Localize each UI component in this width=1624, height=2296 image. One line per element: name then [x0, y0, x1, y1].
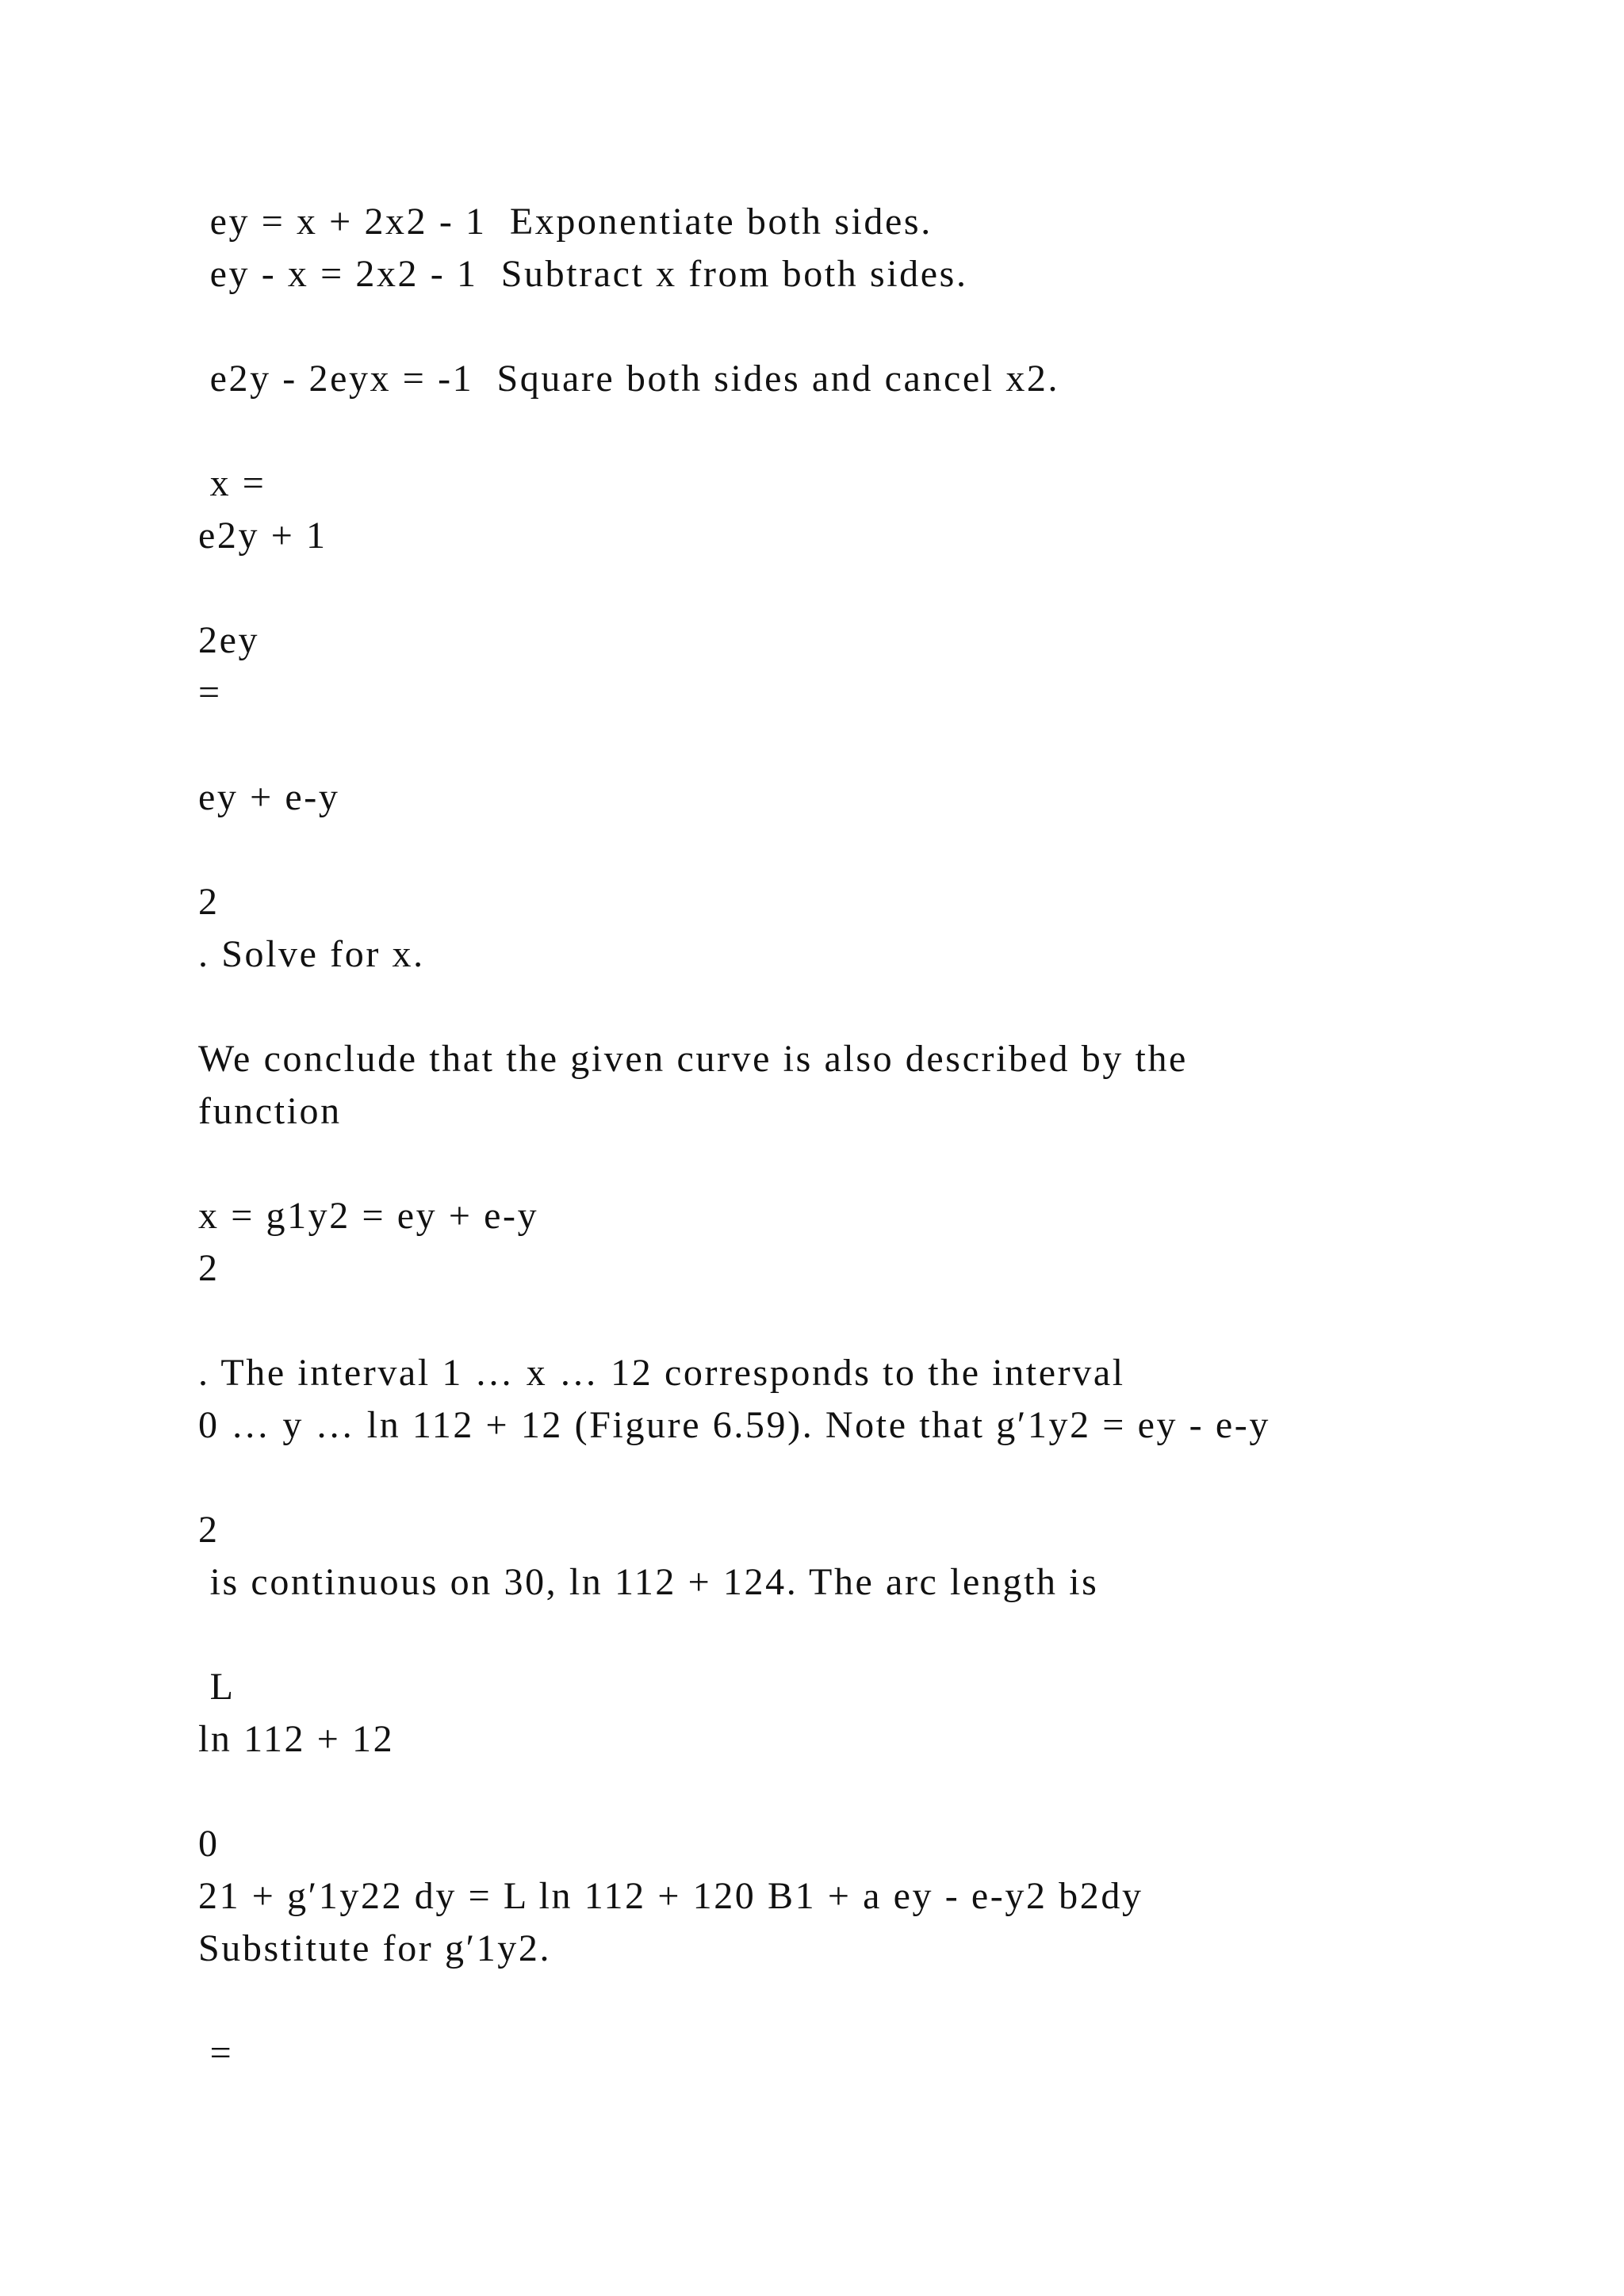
text-line: L — [198, 1666, 236, 1708]
text-line: 2ey — [198, 619, 260, 661]
text-line: We conclude that the given curve is also described by the — [198, 1038, 1188, 1080]
text-line: x = g1y2 = ey + e-y — [198, 1195, 539, 1237]
text-line: 0 — [198, 1823, 220, 1865]
text-line: 2 — [198, 881, 220, 923]
text-line: ey + e-y — [198, 776, 340, 818]
text-line: ey = x + 2x2 - 1 Exponentiate both sides. — [198, 201, 933, 243]
text-line: Substitute for g′1y2. — [198, 1927, 552, 1969]
text-line: function — [198, 1090, 342, 1132]
text-line: . The interval 1 … x … 12 corresponds to the interval — [198, 1352, 1125, 1394]
text-line: . Solve for x. — [198, 933, 425, 975]
text-line: e2y - 2eyx = -1 Square both sides and cancel x2. — [198, 358, 1060, 400]
text-line: 21 + g′1y22 dy = L ln 112 + 120 B1 + a ey - e-y2 b2dy — [198, 1875, 1143, 1917]
text-line: = — [198, 2032, 234, 2074]
text-line: 2 — [198, 1247, 220, 1289]
text-line: = — [198, 672, 222, 714]
text-line: ln 112 + 12 — [198, 1718, 395, 1760]
text-line: x = — [198, 462, 266, 504]
text-line: 2 — [198, 1509, 220, 1551]
text-line: is continuous on 30, ln 112 + 124. The arc length is — [198, 1561, 1099, 1603]
text-line: 0 … y … ln 112 + 12 (Figure 6.59). Note that g′1y2 = ey - e-y — [198, 1404, 1270, 1446]
text-line: e2y + 1 — [198, 515, 327, 557]
text-line: ey - x = 2x2 - 1 Subtract x from both sides. — [198, 253, 968, 295]
